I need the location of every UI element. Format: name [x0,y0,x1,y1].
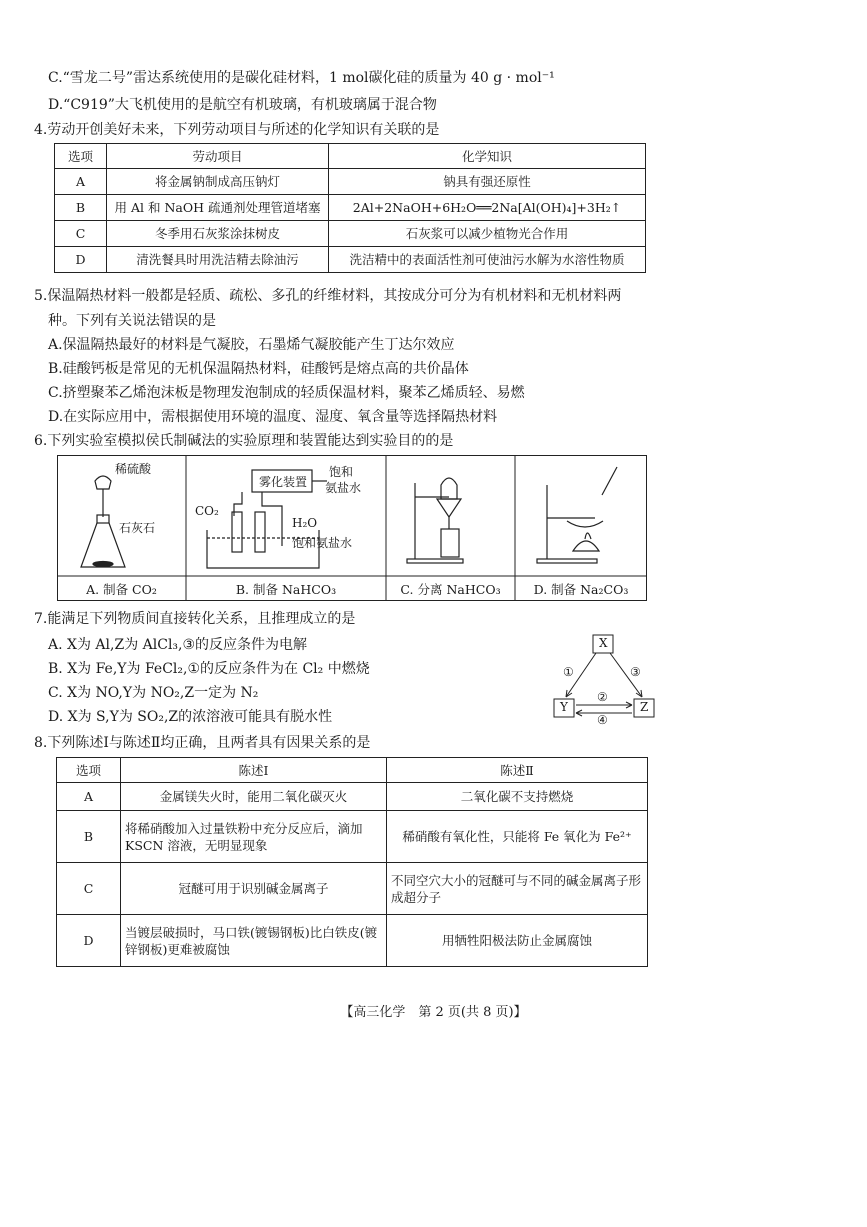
q4-row-b-labor: 用 Al 和 NaOH 疏通剂处理管道堵塞 [107,195,329,221]
caption-b: B. 制备 NaHCO₃ [235,582,337,597]
label-h2o: H₂O [292,516,318,530]
q8-row-b-statement-1: 将稀硝酸加入过量铁粉中充分反应后，滴加 KSCN 溶液，无明显现象 [121,811,387,863]
label-dilute-sulfuric: 稀硫酸 [115,462,152,476]
q4-header-option: 选项 [55,144,107,169]
q4-header-knowledge: 化学知识 [329,144,646,169]
q4-row-b-option: B [55,195,107,221]
q7-option-c: C. X为 NO,Y为 NO₂,Z一定为 N₂ [48,685,259,701]
q4-row-b-knowledge: 2Al+2NaOH+6H₂O══2Na[Al(OH)₄]+3H₂↑ [329,195,646,221]
node-y: Y [560,700,568,714]
q6-stem: 6.下列实验室模拟侯氏制碱法的实验原理和装置能达到实验目的的是 [34,433,454,449]
q6-apparatus-figure [57,455,647,601]
arrow-1-label: ① [563,665,574,679]
q7-option-d: D. X为 S,Y为 SO₂,Z的浓溶液可能具有脱水性 [48,709,333,725]
q8-row-b-option: B [57,811,121,863]
q4-row-a-labor: 将金属钠制成高压钠灯 [107,169,329,195]
q4-row-c-option: C [55,221,107,247]
node-z: Z [640,700,649,714]
q4-row-d-labor: 清洗餐具时用洗洁精去除油污 [107,247,329,273]
q7-option-a: A. X为 Al,Z为 AlCl₃,③的反应条件为电解 [48,637,308,653]
q7-option-b: B. X为 Fe,Y为 FeCl₂,①的反应条件为在 Cl₂ 中燃烧 [48,661,370,677]
q4-row-a-knowledge: 钠具有强还原性 [329,169,646,195]
q4-header-labor: 劳动项目 [107,144,329,169]
apparatus-c-filter [407,478,463,563]
q3-option-c: C.“雪龙二号”雷达系统使用的是碳化硅材料，1 mol碳化硅的质量为 40 g · mol⁻¹ [48,70,555,86]
q8-row-d-statement-1: 当镀层破损时，马口铁(镀锡钢板)比白铁皮(镀锌钢板)更难被腐蚀 [121,915,387,967]
q8-table [56,757,648,967]
q4-row-c-knowledge: 石灰浆可以减少植物光合作用 [329,221,646,247]
q3-option-d: D.“C919”大飞机使用的是航空有机玻璃，有机玻璃属于混合物 [48,97,437,113]
q8-row-a-statement-2: 二氧化碳不支持燃烧 [387,783,648,811]
q5-stem-2: 种。下列有关说法错误的是 [48,313,216,329]
label-co2: CO₂ [195,504,219,518]
label-saturated-brine: 饱和氨盐水 [292,536,353,550]
label-limestone: 石灰石 [119,521,156,535]
q4-row-d-knowledge: 洗洁精中的表面活性剂可使油污水解为水溶性物质 [329,247,646,273]
caption-d: D. 制备 Na₂CO₃ [533,582,629,597]
arrow-3-label: ③ [630,665,641,679]
q8-row-b-statement-2: 稀硝酸有氧化性，只能将 Fe 氧化为 Fe²⁺ [387,811,648,863]
arrow-2-label: ② [597,690,608,704]
q7-stem: 7.能满足下列物质间直接转化关系，且推理成立的是 [34,611,356,627]
q8-row-c-option: C [57,863,121,915]
page-footer: 【高三化学 第 2 页(共 8 页)】 [340,1005,527,1020]
q5-option-c: C.挤塑聚苯乙烯泡沫板是物理发泡制成的轻质保温材料，聚苯乙烯质轻、易燃 [48,385,525,401]
q8-header-option: 选项 [57,758,121,783]
q8-header-statement-2: 陈述Ⅱ [387,758,648,783]
apparatus-d-evaporating-dish [537,467,617,563]
q5-option-d: D.在实际应用中，需根据使用环境的温度、湿度、氧含量等选择隔热材料 [48,409,498,425]
caption-c: C. 分离 NaHCO₃ [400,582,501,597]
q5-option-b: B.硅酸钙板是常见的无机保温隔热材料，硅酸钙是熔点高的共价晶体 [48,361,469,377]
label-ammonia-brine: 氨盐水 [325,481,362,495]
label-atomizer: 雾化装置 [259,475,308,489]
q4-stem: 4.劳动开创美好未来，下列劳动项目与所述的化学知识有关联的是 [34,122,440,138]
q4-row-d-option: D [55,247,107,273]
q4-table [54,143,646,273]
caption-a: A. 制备 CO₂ [86,582,157,597]
q4-row-a-option: A [55,169,107,195]
q4-row-c-labor: 冬季用石灰浆涂抹树皮 [107,221,329,247]
q5-option-a: A.保温隔热最好的材料是气凝胶，石墨烯气凝胶能产生丁达尔效应 [48,337,455,353]
q8-row-c-statement-1: 冠醚可用于识别碱金属离子 [121,863,387,915]
q8-row-d-statement-2: 用牺牲阳极法防止金属腐蚀 [387,915,648,967]
q8-row-c-statement-2: 不同空穴大小的冠醚可与不同的碱金属离子形成超分子 [387,863,648,915]
q8-row-a-option: A [57,783,121,811]
q8-stem: 8.下列陈述Ⅰ与陈述Ⅱ均正确，且两者具有因果关系的是 [34,735,371,751]
q7-triangle-diagram [550,633,660,725]
q8-row-a-statement-1: 金属镁失火时，能用二氧化碳灭火 [121,783,387,811]
arrow-4-label: ④ [597,713,608,727]
node-x: X [599,636,608,650]
q8-row-d-option: D [57,915,121,967]
label-saturated: 饱和 [329,465,354,479]
q5-stem-1: 5.保温隔热材料一般都是轻质、疏松、多孔的纤维材料，其按成分可分为有机材料和无机材料两 [34,288,622,304]
q8-header-statement-1: 陈述Ⅰ [121,758,387,783]
